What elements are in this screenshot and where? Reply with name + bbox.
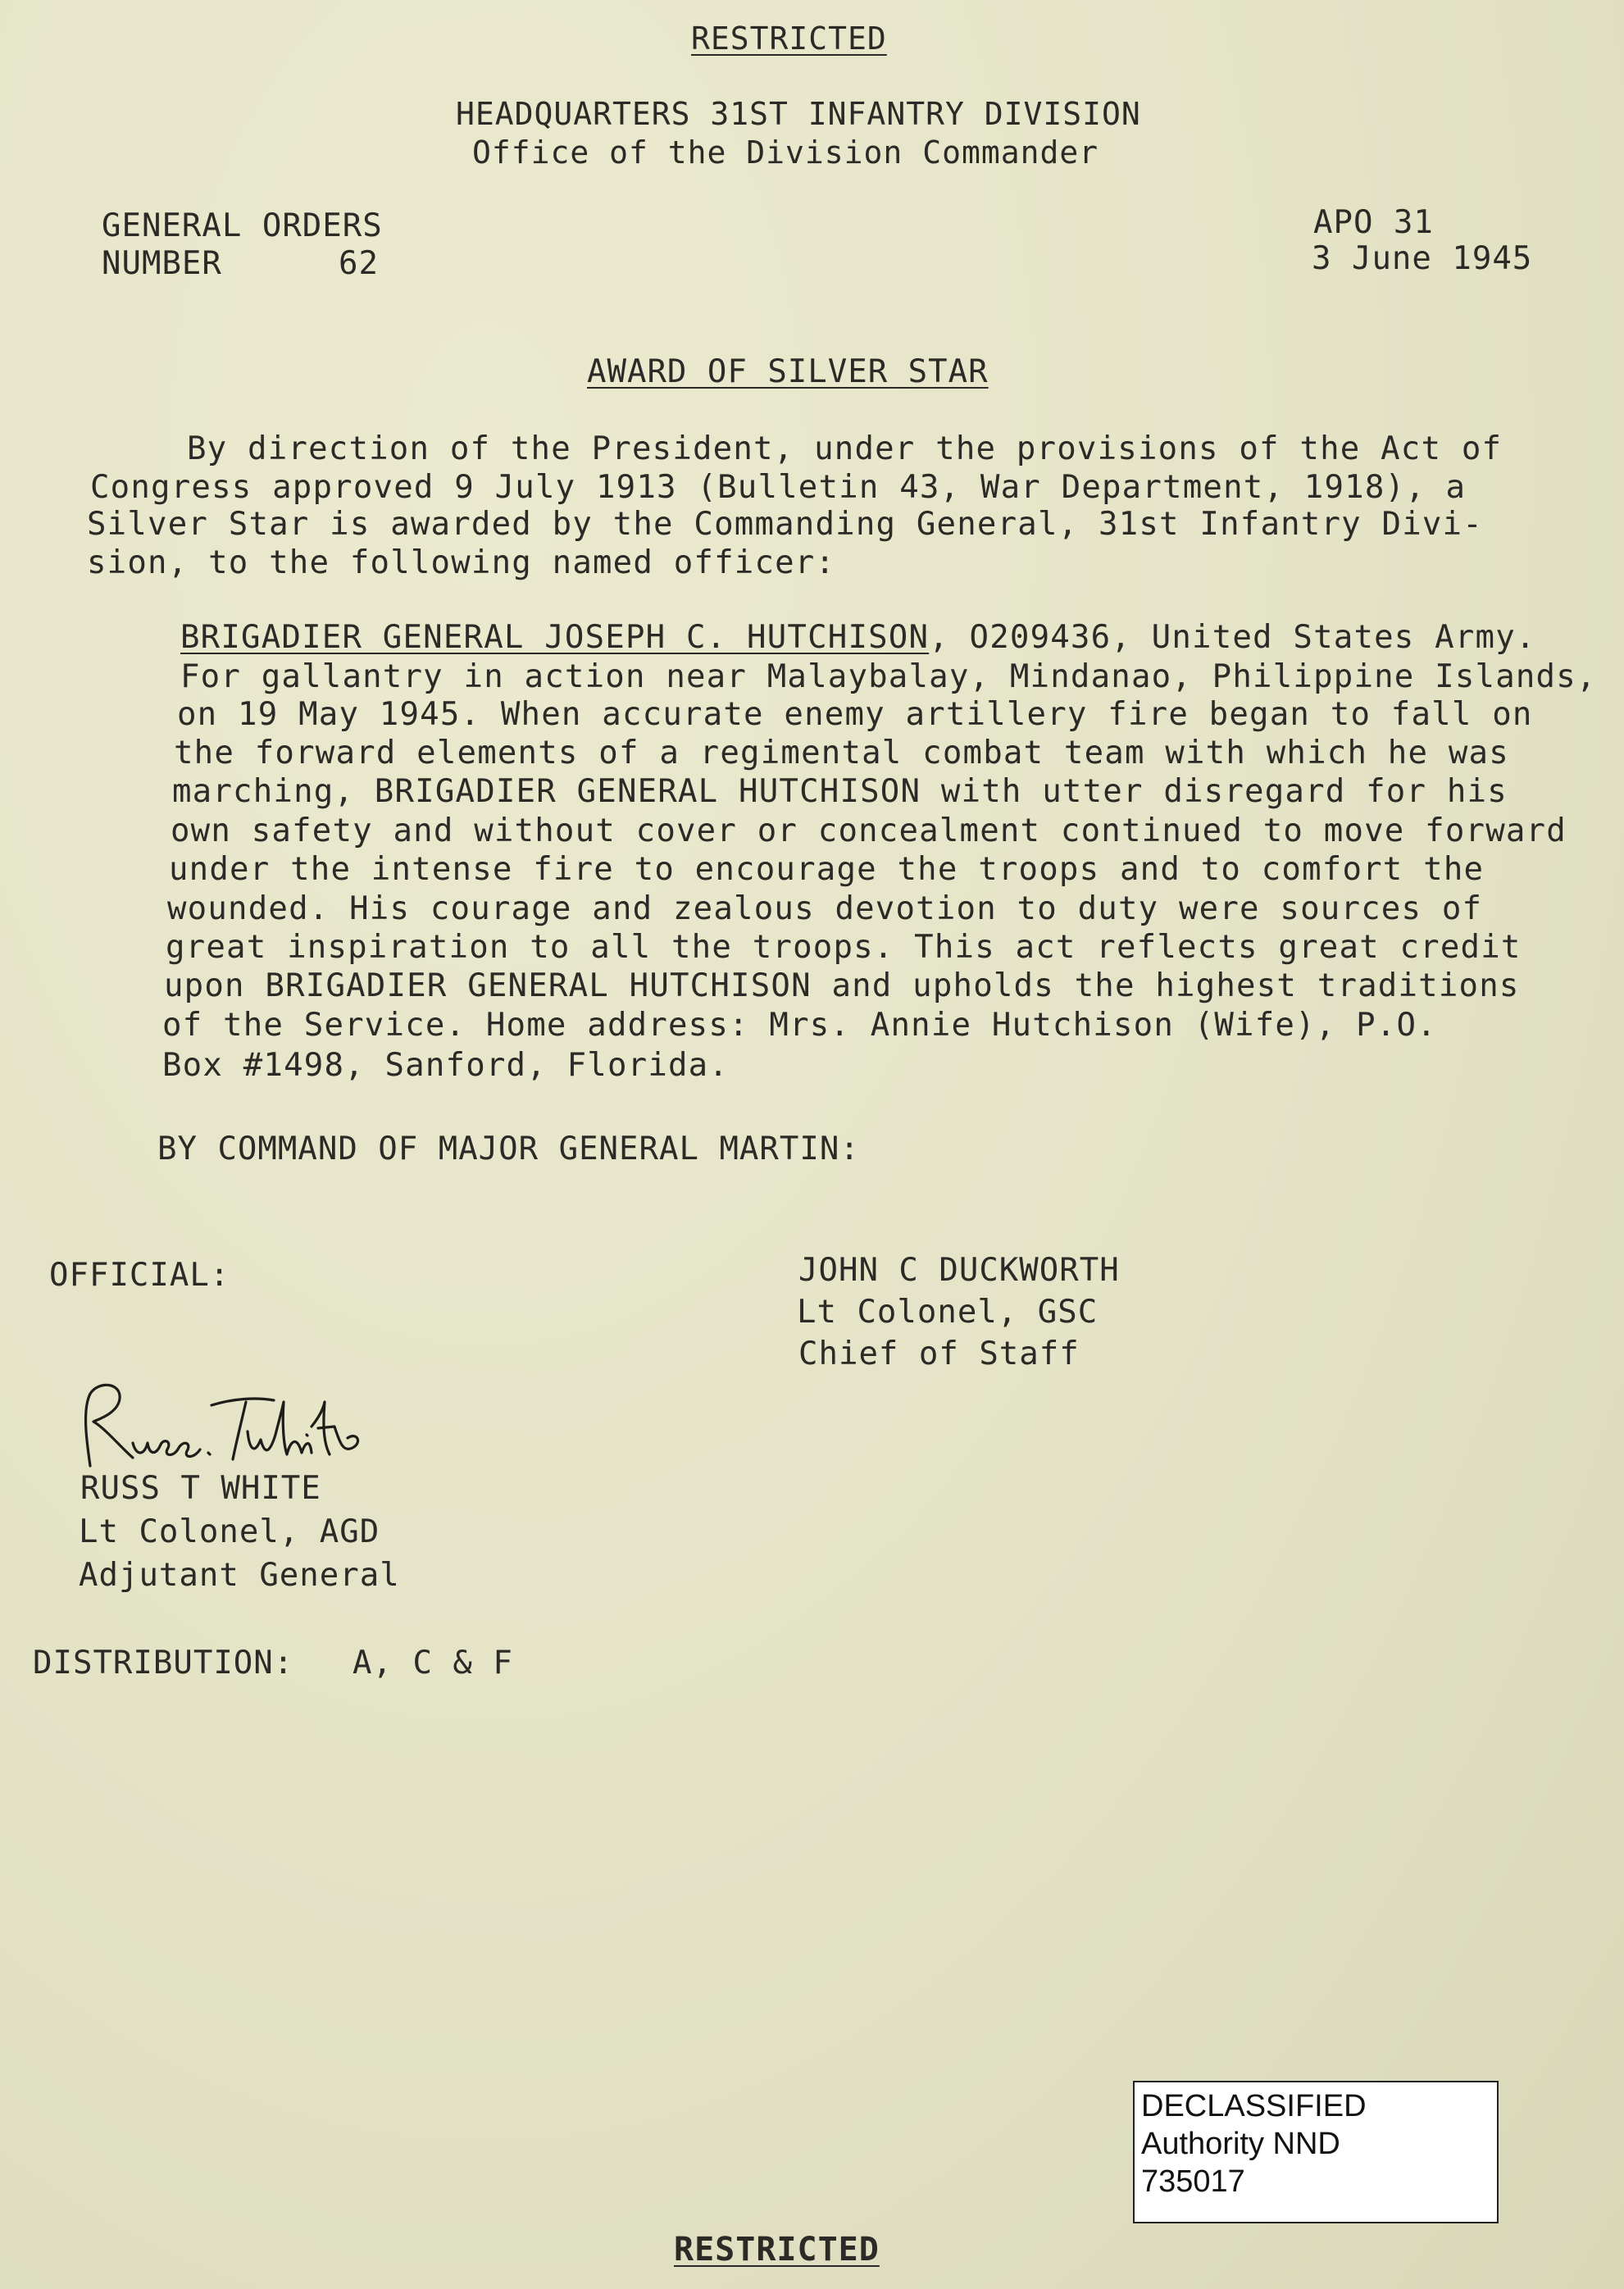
citation-line: on 19 May 1945. When accurate enemy artillery fire began to fall on <box>177 696 1533 733</box>
distribution-value: A, C & F <box>353 1645 513 1681</box>
by-command-line: BY COMMAND OF MAJOR GENERAL MARTIN: <box>157 1131 860 1167</box>
document-title: AWARD OF SILVER STAR <box>587 353 989 390</box>
stamp-line: DECLASSIFIED <box>1141 2089 1367 2123</box>
intro-line: Congress approved 9 July 1913 (Bulletin 43, War Department, 1918), a <box>90 469 1467 506</box>
intro-line: By direction of the President, under the provisions of the Act of <box>187 430 1503 467</box>
stamp-line: 735017 <box>1141 2164 1245 2199</box>
recipient-name: BRIGADIER GENERAL JOSEPH C. HUTCHISON <box>180 619 930 656</box>
general-orders-label: GENERAL ORDERS <box>102 207 383 244</box>
chief-of-staff-rank: Lt Colonel, GSC <box>797 1294 1099 1331</box>
chief-of-staff-title: Chief of Staff <box>798 1336 1080 1372</box>
declassified-stamp <box>1133 2081 1499 2223</box>
adjutant-title: Adjutant General <box>79 1557 400 1594</box>
stamp-line: Authority NND <box>1141 2127 1340 2161</box>
adjutant-signature <box>72 1377 384 1476</box>
citation-line: the forward elements of a regimental combat team with which he was <box>174 735 1509 771</box>
header-headquarters: HEADQUARTERS 31ST INFANTRY DIVISION <box>456 96 1141 132</box>
classification-bottom: RESTRICTED <box>674 2231 880 2269</box>
citation-first-line <box>180 619 1536 656</box>
intro-line: Silver Star is awarded by the Commanding General, 31st Infantry Divi- <box>87 506 1483 543</box>
distribution-label: DISTRIBUTION: <box>33 1645 294 1681</box>
citation-line: under the intense fire to encourage the troops and to comfort the <box>169 851 1485 888</box>
recipient-details: , O209436, United States Army. <box>929 619 1536 656</box>
adjutant-name: RUSS T WHITE <box>80 1470 321 1507</box>
header-office: Office of the Division Commander <box>472 134 1099 171</box>
adjutant-rank: Lt Colonel, AGD <box>79 1513 380 1550</box>
order-number: 62 <box>339 245 379 282</box>
citation-line: great inspiration to all the troops. This act reflects great credit <box>166 929 1522 966</box>
order-date: 3 June 1945 <box>1312 240 1533 277</box>
citation-line: upon BRIGADIER GENERAL HUTCHISON and upholds the highest traditions <box>164 967 1520 1004</box>
number-label: NUMBER <box>102 245 222 282</box>
citation-line: wounded. His courage and zealous devotion to duty were sources of <box>167 890 1483 927</box>
citation-line: own safety and without cover or concealment continued to move forward <box>171 812 1567 849</box>
intro-line: sion, to the following named officer: <box>87 544 836 581</box>
citation-line: marching, BRIGADIER GENERAL HUTCHISON with utter disregard for his <box>172 773 1508 810</box>
apo-number: APO 31 <box>1313 204 1434 241</box>
citation-line: For gallantry in action near Malaybalay, Mindanao, Philippine Islands, <box>180 658 1597 695</box>
chief-of-staff-name: JOHN C DUCKWORTH <box>798 1252 1120 1289</box>
citation-line: of the Service. Home address: Mrs. Annie Hutchison (Wife), P.O. <box>162 1007 1437 1044</box>
official-label: OFFICIAL: <box>49 1257 230 1294</box>
classification-top: RESTRICTED <box>691 20 887 57</box>
citation-line: Box #1498, Sanford, Florida. <box>162 1047 730 1084</box>
